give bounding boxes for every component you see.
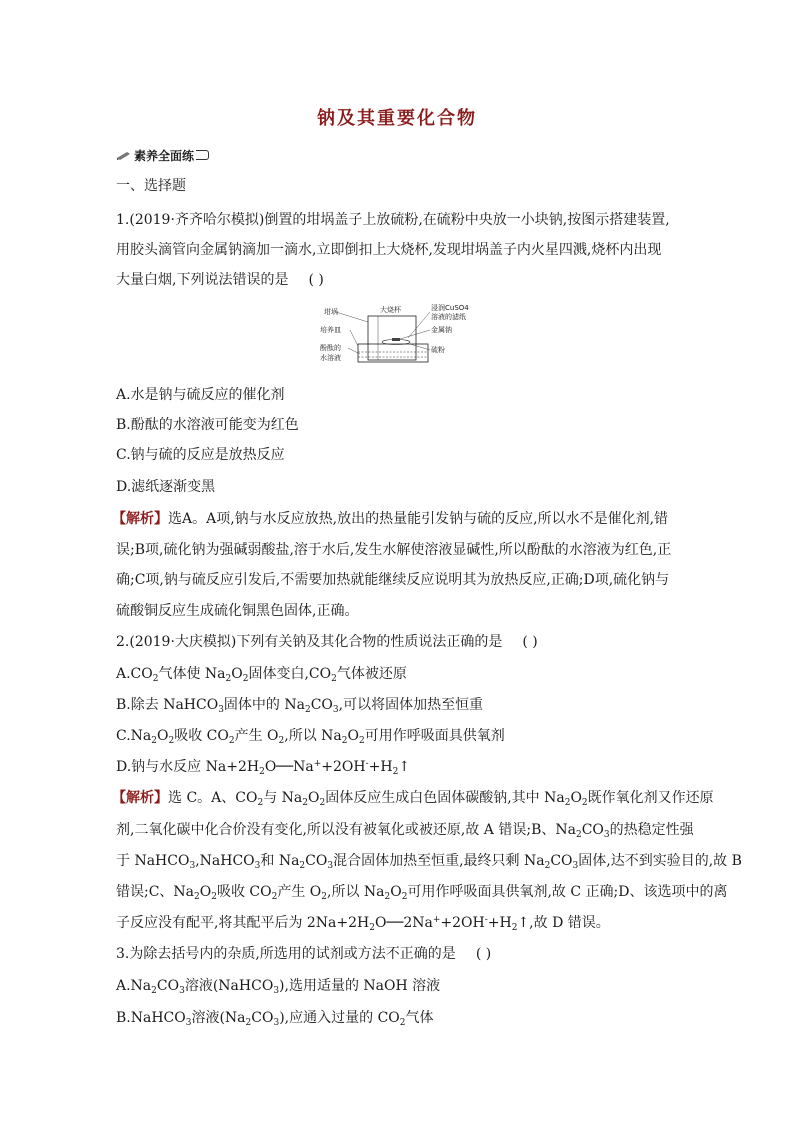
q1-analysis-line-1 xyxy=(112,509,668,529)
q3-option-a: $A.Na_2CO_3$溶液(NaHCO$_3$),选用适量的 NaOH 溶液 xyxy=(116,978,441,996)
q1-stem-text: 大量白烟,下列说法错误的是 xyxy=(116,272,289,288)
figure-label-phenolphthalein-a: 酚酞的 xyxy=(320,344,341,352)
apparatus-figure xyxy=(318,302,478,372)
pencil-icon xyxy=(116,150,132,160)
section-tag-bar xyxy=(196,150,209,160)
q1-option-a: A.水是钠与硫反应的催化剂 xyxy=(116,387,285,403)
section-tag xyxy=(116,148,209,162)
figure-label-phenolphthalein-b: 水溶液 xyxy=(320,354,341,362)
q1-stem-line-3 xyxy=(116,270,324,290)
q1-analysis-text: 选A。A项,钠与水反应放热,放出的热量能引发钠与硫的反应,所以水不是催化剂,错 xyxy=(168,511,669,527)
q2-analysis-line-1: 【解析】选 C。A、$CO_2$与 $Na_2O_2$固体反应生成白色固体碳酸钠,其中 $Na_2O_2$既作氧化剂又作还原 xyxy=(112,790,714,808)
q1-option-b: B.酚酞的水溶液可能变为红色 xyxy=(116,417,299,433)
figure-label-beaker: 大烧杯 xyxy=(380,306,401,314)
q3-answer-bracket: ( ) xyxy=(475,946,492,962)
section-label: 素养全面练 xyxy=(134,148,195,163)
q2-answer-bracket: ( ) xyxy=(522,634,538,650)
q2-analysis-line-4: 错误;C、$Na_2O_2$吸收 $CO_2$产生 $O_2$,所以 $Na_2O_2$可用作呼吸面具供氧剂,故 C 正确;D、该选项中的离 xyxy=(116,884,728,902)
document-title: 钠及其重要化合物 xyxy=(317,108,477,129)
q2-option-c: $C.Na_2O_2$吸收 $CO_2$产生 $O_2$,所以 $Na_2O_2$可用作呼吸面具供氧剂 xyxy=(116,728,505,746)
figure-label-filter-paper-a: 浸润CuSO4 xyxy=(431,304,469,312)
q2-stem xyxy=(116,632,538,652)
q2-analysis-tag: 【解析】 xyxy=(112,790,168,806)
q2-option-d: D.钠与水反应 $Na+2H_2O──Na^++2OH^-+H_2↑$ xyxy=(116,759,411,777)
q2-analysis-line-3: 于 NaHCO$_3$,NaHCO$_3$和 $Na_2CO_3$混合固体加热至恒重,最终只剩 $Na_2CO_3$固体,达不到实验目的,故 B xyxy=(116,853,742,871)
q1-analysis-line-4: 硫酸铜反应生成硫化铜黑色固体,正确。 xyxy=(116,603,359,619)
figure-label-filter-paper-b: 溶液的滤纸 xyxy=(431,313,466,321)
q1-analysis-line-3: 确;C项,钠与硫反应引发后,不需要加热就能继续反应说明其为放热反应,正确;D项,硫化钠与 xyxy=(116,572,670,588)
q2-stem-text: 2.(2019·大庆模拟)下列有关钠及其化合物的性质说法正确的是 xyxy=(116,634,503,650)
part-heading: 一、选择题 xyxy=(116,178,186,194)
figure-label-crucible: 坩埚 xyxy=(324,308,338,316)
q1-stem-line-1: 1.(2019·齐齐哈尔模拟)倒置的坩埚盖子上放硫粉,在硫粉中央放一小块钠,按图示搭建装置, xyxy=(116,212,670,228)
q2-option-b: B.除去 NaHCO$_3$固体中的 $Na_2CO_3$,可以将固体加热至恒重 xyxy=(116,697,484,715)
q2-analysis-line-5: 子反应没有配平,将其配平后为 $2Na+2H_2O──2Na^++2OH^-+H_2↑$,故 D 错误。 xyxy=(116,915,610,933)
q1-analysis-line-2: 误;B项,硫化钠为强碱弱酸盐,溶于水后,发生水解使溶液显碱性,所以酚酞的水溶液为红色,正 xyxy=(116,542,672,558)
q1-option-d: D.滤纸逐渐变黑 xyxy=(116,479,216,495)
q1-option-c: C.钠与硫的反应是放热反应 xyxy=(116,447,285,463)
q2-analysis-line-2: 剂,二氧化碳中化合价没有变化,所以没有被氧化或被还原,故 A 错误;B、$Na_2CO_3$的热稳定性强 xyxy=(116,822,694,840)
q1-answer-bracket: ( ) xyxy=(308,272,324,288)
q3-stem xyxy=(116,944,491,964)
q3-option-b: B.NaHCO$_3$溶液$(Na_2CO_3)$,应通入过量的 $CO_2$气体 xyxy=(116,1010,434,1028)
figure-label-sodium: 金属钠 xyxy=(431,326,452,334)
q1-analysis-tag: 【解析】 xyxy=(112,511,168,527)
figure-label-sulfur: 硫粉 xyxy=(431,346,445,354)
figure-label-dish: 培养皿 xyxy=(320,326,341,334)
q1-stem-line-2: 用胶头滴管向金属钠滴加一滴水,立即倒扣上大烧杯,发现坩埚盖子内火星四溅,烧杯内出现 xyxy=(116,242,662,258)
q3-stem-text: 3.为除去括号内的杂质,所选用的试剂或方法不正确的是 xyxy=(116,946,456,962)
q2-option-a: $A.CO_2$气体使 $Na_2O_2$固体变白$,CO_2$气体被还原 xyxy=(116,666,407,684)
